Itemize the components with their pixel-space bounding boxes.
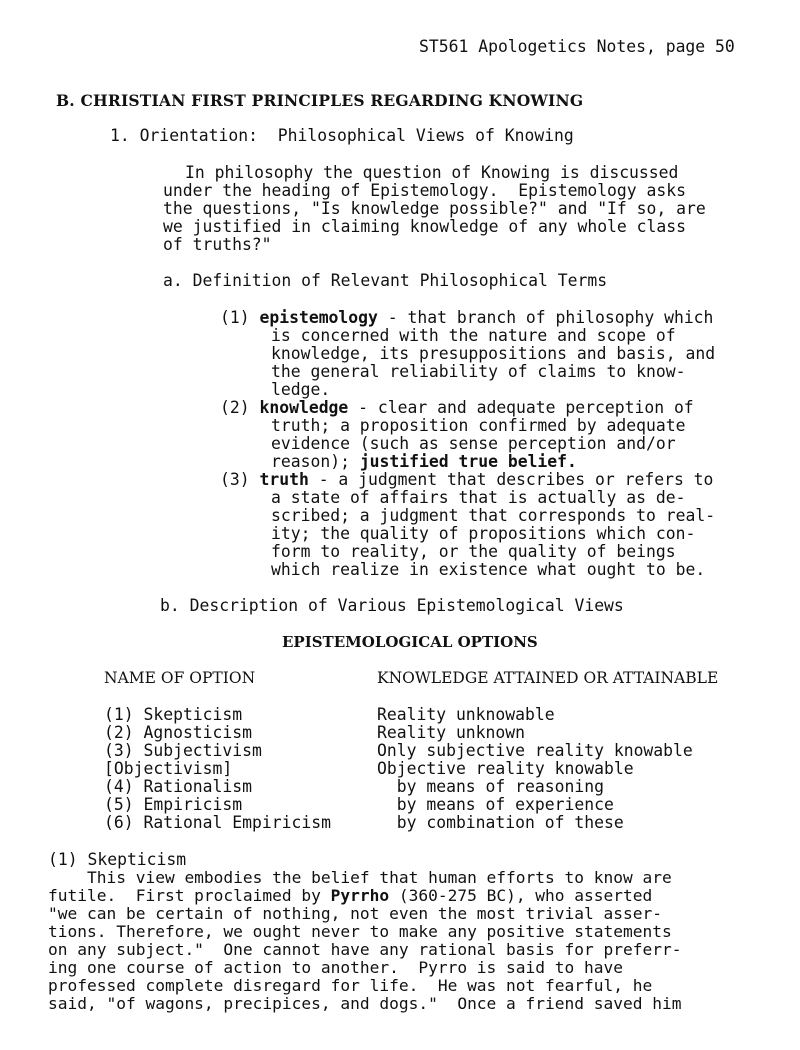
option-value: by means of reasoning (377, 777, 604, 796)
definition-line: truth; a proposition confirmed by adequate (271, 416, 686, 435)
skepticism-line: professed complete disregard for life. He was not fearful, he (48, 976, 653, 995)
skepticism-heading: (1) Skepticism (48, 850, 187, 869)
option-value: Reality unknown (377, 723, 526, 742)
definition-line: scribed; a judgment that corresponds to real- (271, 506, 716, 525)
orientation-paragraph-line: In philosophy the question of Knowing is discussed (185, 163, 679, 182)
option-name: (2) Agnosticism (104, 723, 253, 742)
option-name: (1) Skepticism (104, 705, 243, 724)
column-header-knowledge: KNOWLEDGE ATTAINED OR ATTAINABLE (377, 669, 719, 687)
definition-line: which realize in existence what ought to be. (271, 560, 706, 579)
option-value: Objective reality knowable (377, 759, 634, 778)
option-value: by combination of these (377, 813, 624, 832)
option-name: [Objectivism] (104, 759, 233, 778)
definition-knowledge: (2) knowledge - clear and adequate perception of (220, 398, 694, 417)
skepticism-line: This view embodies the belief that human efforts to know are (48, 868, 672, 887)
option-name: (4) Rationalism (104, 777, 253, 796)
orientation-paragraph-line: the questions, "Is knowledge possible?" and "If so, are (163, 199, 706, 218)
option-value: Reality unknowable (377, 705, 555, 724)
term-truth: truth (259, 470, 309, 489)
justified-true-belief: justified true belief. (359, 452, 577, 471)
definition-line: form to reality, or the quality of beings (271, 542, 676, 561)
table-title: EPISTEMOLOGICAL OPTIONS (282, 633, 538, 651)
option-name: (3) Subjectivism (104, 741, 262, 760)
option-name: (5) Empiricism (104, 795, 243, 814)
term-epistemology: epistemology (259, 308, 378, 327)
section-heading: B. CHRISTIAN FIRST PRINCIPLES REGARDING KNOWING (56, 91, 584, 110)
definition-line: ity; the quality of propositions which con- (271, 524, 696, 543)
skepticism-line: "we can be certain of nothing, not even the most trivial asser- (48, 904, 662, 923)
pyrrho-name: Pyrrho (330, 886, 390, 905)
term-knowledge: knowledge (259, 398, 349, 417)
orientation-heading: 1. Orientation: Philosophical Views of Knowing (110, 126, 574, 145)
orientation-paragraph-line: of truths?" (163, 235, 272, 254)
views-heading: b. Description of Various Epistemological Views (160, 596, 624, 615)
orientation-paragraph-line: we justified in claiming knowledge of any whole class (163, 217, 687, 236)
definition-line: ledge. (271, 380, 331, 399)
definition-line: the general reliability of claims to know- (271, 362, 686, 381)
skepticism-line: futile. First proclaimed by Pyrrho (360-275 BC), who asserted (48, 886, 653, 905)
definition-line: reason); justified true belief. (271, 452, 577, 471)
option-name: (6) Rational Empiricism (104, 813, 331, 832)
orientation-paragraph-line: under the heading of Epistemology. Epistemology asks (163, 181, 687, 200)
skepticism-line: ing one course of action to another. Pyrro is said to have (48, 958, 623, 977)
definition-line: is concerned with the nature and scope of (271, 326, 676, 345)
column-header-name: NAME OF OPTION (104, 669, 256, 687)
skepticism-line: tions. Therefore, we ought never to make any positive statements (48, 922, 672, 941)
definition-line: knowledge, its presuppositions and basis, and (271, 344, 716, 363)
running-head: ST561 Apologetics Notes, page 50 (419, 37, 735, 56)
skepticism-line: on any subject." One cannot have any rational basis for preferr- (48, 940, 682, 959)
definitions-heading: a. Definition of Relevant Philosophical Terms (163, 271, 608, 290)
option-value: Only subjective reality knowable (377, 741, 693, 760)
definition-truth: (3) truth - a judgment that describes or refers to (220, 470, 714, 489)
option-value: by means of experience (377, 795, 614, 814)
skepticism-line: said, "of wagons, precipices, and dogs." Once a friend saved him (48, 994, 682, 1013)
definition-epistemology: (1) epistemology - that branch of philosophy which (220, 308, 714, 327)
definition-line: evidence (such as sense perception and/or (271, 434, 676, 453)
definition-line: a state of affairs that is actually as de- (271, 488, 686, 507)
